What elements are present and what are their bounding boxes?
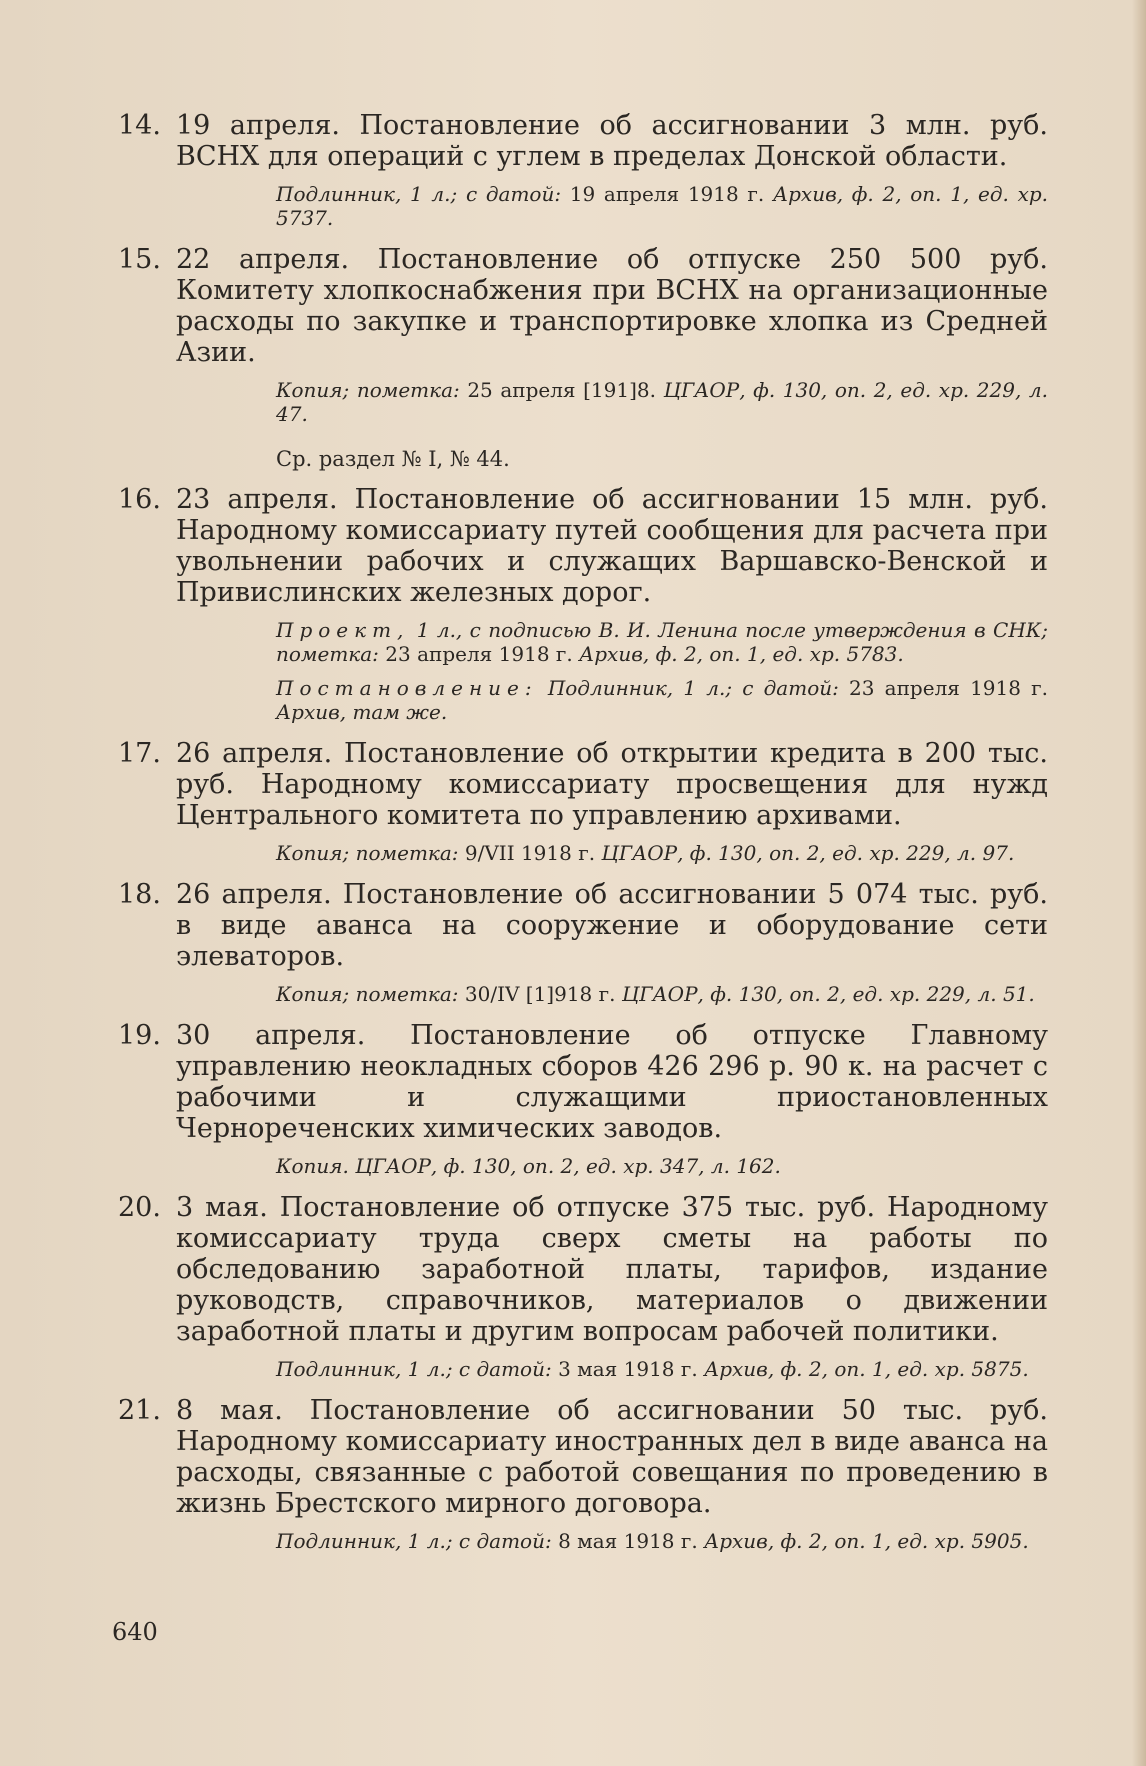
source-fragment: ЦГАОР, ф. 130, оп. 2, ед. хр. 229, л. 47. <box>276 378 1048 426</box>
source-fragment: 30/IV [1]918 г. <box>458 982 622 1006</box>
source-fragment: 8 мая 1918 г. <box>551 1529 705 1553</box>
document-entry <box>118 738 1048 865</box>
entry-number: 18. <box>118 879 161 910</box>
source-note <box>176 618 1048 666</box>
source-fragment: 23 апреля 1918 г. <box>838 676 1048 700</box>
source-fragment: Копия; пометка: <box>276 378 460 402</box>
document-entry <box>118 110 1048 230</box>
source-fragment: Постановление: <box>276 676 538 700</box>
entry-number: 19. <box>118 1020 161 1051</box>
entry-text: 30 апреля. Постановление об отпуске Главному управлению неокладных сборов 426 296 р. 90 к. на расчет с рабочими и служащими приостановленных Чернореченских химических заводов. <box>176 1020 1048 1144</box>
source-fragment: ЦГАОР, ф. 130, оп. 2, ед. хр. 229, л. 51. <box>621 982 1035 1006</box>
source-note <box>176 1154 1048 1178</box>
source-note <box>176 1529 1048 1553</box>
entry-text: 3 мая. Постановление об отпуске 375 тыс. руб. Народному комиссариату труда сверх сметы на работы по обследованию заработной платы, тарифов, издание руководств, справочников, материалов о движении заработной платы и другим вопросам рабочей политики. <box>176 1192 1048 1347</box>
document-entry <box>118 1395 1048 1553</box>
source-note <box>176 841 1048 865</box>
entry-text: 8 мая. Постановление об ассигновании 50 тыс. руб. Народному комиссариату иностранных дел в виде аванса на расходы, связанные с работой совещания по проведению в жизнь Брестского мирного договора. <box>176 1395 1048 1519</box>
entry-text: 26 апреля. Постановление об открытии кредита в 200 тыс. руб. Народному комиссариату просвещения для нужд Центрального комитета по управлению архивами. <box>176 738 1048 831</box>
document-entry <box>118 879 1048 1006</box>
entry-number: 16. <box>118 484 161 515</box>
source-fragment: 19 апреля 1918 г. <box>561 182 773 206</box>
page-edge <box>1132 0 1146 1766</box>
source-fragment: 23 апреля 1918 г. <box>378 642 580 666</box>
source-fragment: Архив, ф. 2, оп. 1, ед. хр. 5783. <box>579 642 904 666</box>
source-fragment: ЦГАОР, ф. 130, оп. 2, ед. хр. 229, л. 97. <box>601 841 1015 865</box>
entry-text: 26 апреля. Постановление об ассигновании 5 074 тыс. руб. в виде аванса на сооружение и оборудование сети элеваторов. <box>176 879 1048 972</box>
source-fragment: 1 л., с подписью В. И. Ленина после утверждения в СНК; пометка: <box>276 618 1048 666</box>
source-note <box>176 676 1048 724</box>
source-fragment: Копия; пометка: <box>276 982 459 1006</box>
source-fragment: Подлинник, 1 л.; с датой: <box>276 182 562 206</box>
entry-number: 21. <box>118 1395 161 1426</box>
source-fragment: Архив, ф. 2, оп. 1, ед. хр. 5875. <box>704 1357 1029 1381</box>
entry-text: 23 апреля. Постановление об ассигновании 15 млн. руб. Народному комиссариату путей сообщения для расчета при увольнении рабочих и служащих Варшавско-Венской и Привислинских железных дорог. <box>176 484 1048 608</box>
entry-number: 17. <box>118 738 161 769</box>
document-entry <box>118 1192 1048 1381</box>
source-note <box>176 1357 1048 1381</box>
document-entry <box>118 1020 1048 1178</box>
entry-number: 15. <box>118 244 161 275</box>
source-fragment: Копия; пометка: <box>276 841 459 865</box>
source-note <box>176 182 1048 230</box>
document-entry <box>118 244 1048 426</box>
source-fragment: Копия. ЦГАОР, ф. 130, оп. 2, ед. хр. 347, л. 162. <box>276 1154 781 1178</box>
source-fragment: Архив, ф. 2, оп. 1, ед. хр. 5905. <box>704 1529 1029 1553</box>
source-fragment: 3 мая 1918 г. <box>551 1357 705 1381</box>
source-note <box>176 982 1048 1006</box>
page-number: 640 <box>112 1618 158 1646</box>
entry-text: 19 апреля. Постановление об ассигновании 3 млн. руб. ВСНХ для операций с углем в пределах Донской области. <box>176 110 1048 172</box>
source-fragment: Проект, <box>276 618 410 642</box>
entry-number: 14. <box>118 110 161 141</box>
source-fragment: Архив, ф. 2, оп. 1, ед. хр. 5737. <box>276 182 1049 230</box>
source-fragment: Архив, там же. <box>276 700 448 724</box>
source-fragment: 9/VII 1918 г. <box>458 841 602 865</box>
entries-list <box>118 110 1048 1567</box>
source-fragment: Подлинник, 1 л.; с датой: <box>276 1357 552 1381</box>
source-fragment: Подлинник, 1 л.; с датой: <box>537 676 839 700</box>
entry-text: 22 апреля. Постановление об отпуске 250 500 руб. Комитету хлопкоснабжения при ВСНХ на организационные расходы по закупке и транспортировке хлопка из Средней Азии. <box>176 244 1048 368</box>
source-fragment: Подлинник, 1 л.; с датой: <box>276 1529 552 1553</box>
source-note <box>176 378 1048 426</box>
document-entry <box>118 484 1048 724</box>
entry-number: 20. <box>118 1192 161 1223</box>
source-fragment: 25 апреля [191]8. <box>459 378 664 402</box>
cross-reference: Ср. раздел № I, № 44. <box>276 447 510 471</box>
